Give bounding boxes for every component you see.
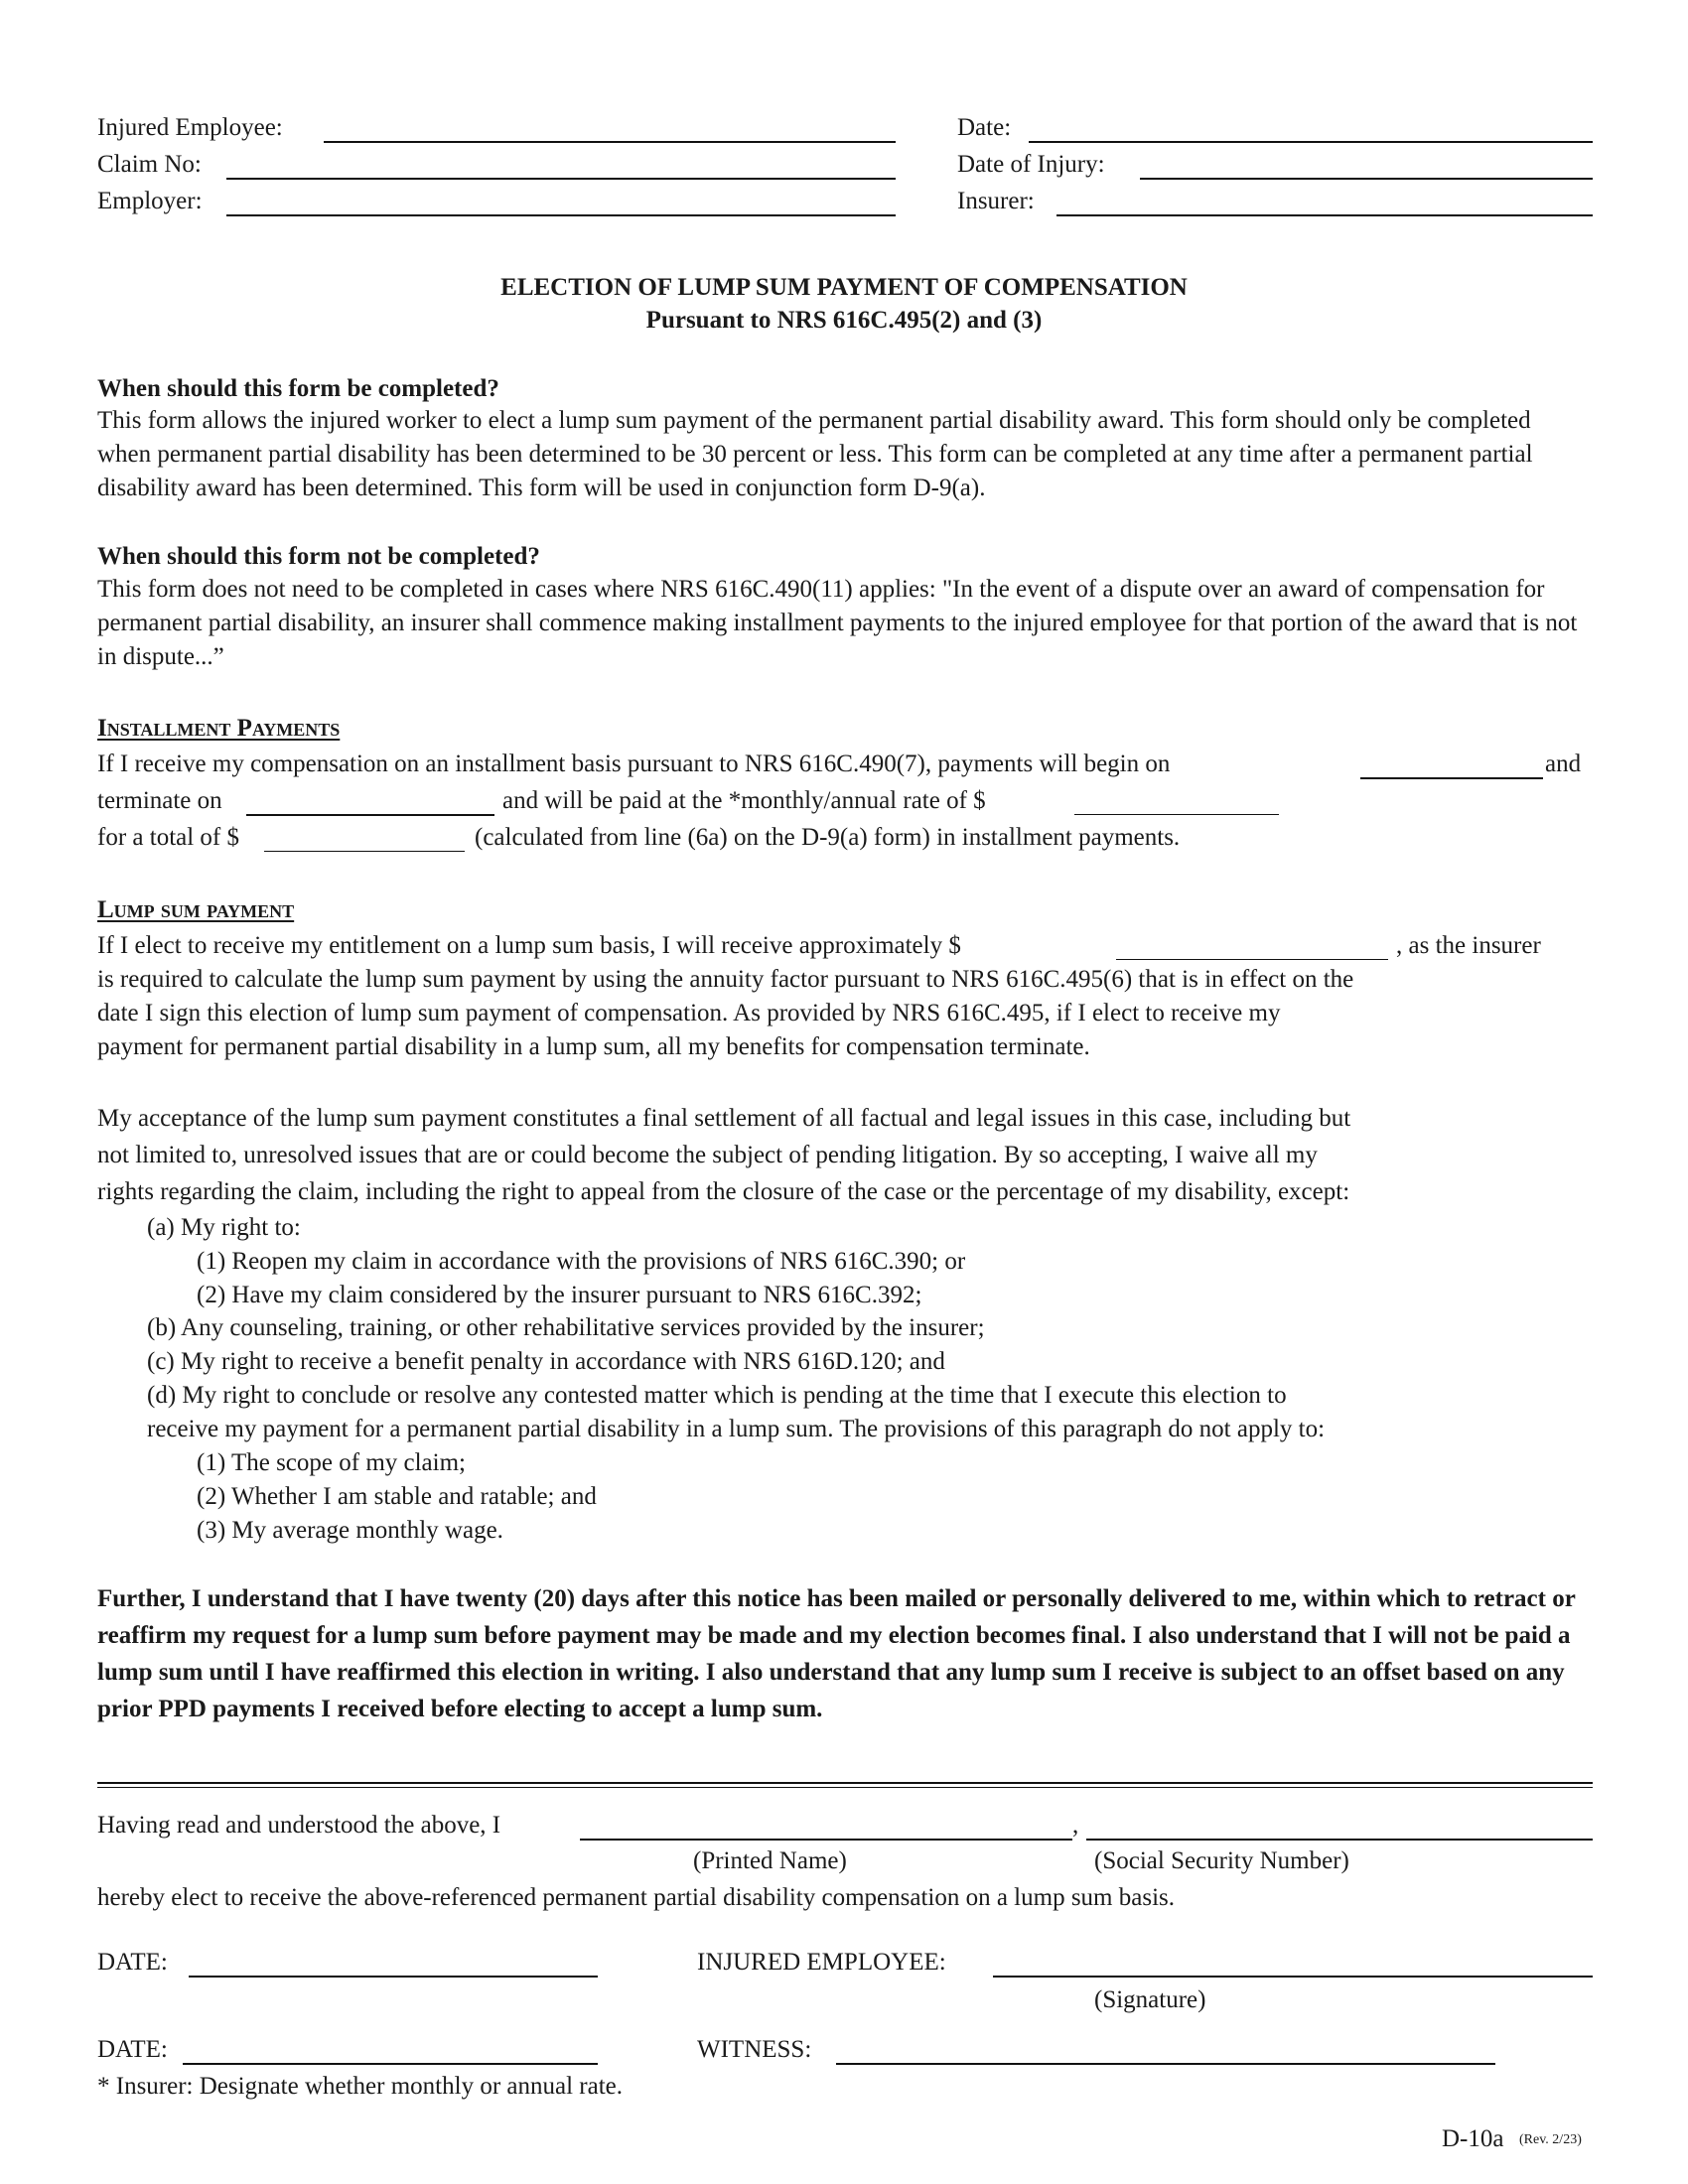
- insurer-field[interactable]: [1056, 214, 1593, 216]
- date-field[interactable]: [1029, 141, 1593, 143]
- date-of-injury-field[interactable]: [1140, 178, 1593, 180]
- claim-no-field[interactable]: [226, 178, 896, 180]
- date-of-injury-label: Date of Injury:: [957, 151, 1105, 178]
- acceptance-line2: not limited to, unresolved issues that are or could become the subject of pending litigation. By so accepting, I waive all my: [97, 1142, 1318, 1168]
- exception-a: (a) My right to:: [147, 1214, 301, 1241]
- lump-sum-heading: Lump sum payment: [97, 896, 295, 923]
- form-id: D-10a: [1442, 2125, 1504, 2152]
- injured-employee-field[interactable]: [324, 141, 896, 143]
- exception-d-2: (2) Whether I am stable and ratable; and: [197, 1483, 597, 1510]
- date1-label: DATE:: [97, 1949, 168, 1976]
- exception-d-3: (3) My average monthly wage.: [197, 1517, 503, 1544]
- employer-field[interactable]: [226, 214, 896, 216]
- date2-field[interactable]: [183, 2063, 598, 2065]
- employer-label: Employer:: [97, 188, 203, 214]
- printed-name-field[interactable]: [580, 1839, 1072, 1841]
- lump-sum-line2: is required to calculate the lump sum payment by using the annuity factor pursuant to NRS 616C.495(6) that is in effect on the: [97, 966, 1354, 993]
- acceptance-line3: rights regarding the claim, including the right to appeal from the closure of the case or the percentage of my disability, except:: [97, 1178, 1350, 1205]
- installment-line1-and: and: [1545, 751, 1582, 777]
- divider-top: [97, 1782, 1593, 1784]
- witness-field[interactable]: [836, 2063, 1495, 2065]
- comma: ,: [1072, 1812, 1079, 1839]
- exception-c: (c) My right to receive a benefit penalty in accordance with NRS 616D.120; and: [147, 1348, 945, 1375]
- terminate-on-field[interactable]: [246, 814, 494, 816]
- insurer-footnote: * Insurer: Designate whether monthly or annual rate.: [97, 2073, 623, 2100]
- lump-sum-line1-end: , as the insurer: [1396, 932, 1541, 959]
- date1-field[interactable]: [189, 1976, 598, 1978]
- injured-employee-sig-label: INJURED EMPLOYEE:: [697, 1949, 946, 1976]
- form-subtitle: Pursuant to NRS 616C.495(2) and (3): [645, 307, 1043, 334]
- divider-bottom: [97, 1787, 1593, 1788]
- acceptance-line1: My acceptance of the lump sum payment constitutes a final settlement of all factual and legal issues in this case, including but: [97, 1105, 1351, 1132]
- lump-sum-line4: payment for permanent partial disability in a lump sum, all my benefits for compensation terminate.: [97, 1033, 1090, 1060]
- lump-sum-line3: date I sign this election of lump sum payment of compensation. As provided by NRS 616C.495, if I elect to receive my: [97, 1000, 1281, 1026]
- installment-line1: If I receive my compensation on an installment basis pursuant to NRS 616C.490(7), payments will begin on: [97, 751, 1171, 777]
- ssn-caption: (Social Security Number): [1094, 1847, 1349, 1874]
- installment-line3-rest: (calculated from line (6a) on the D-9(a) form) in installment payments.: [475, 824, 1181, 851]
- lump-sum-line1: If I elect to receive my entitlement on a lump sum basis, I will receive approximately $: [97, 932, 961, 959]
- when-not-body: This form does not need to be completed in cases where NRS 616C.490(11) applies: "In the event of a dispute over an award of compensation for permanent partial disability, an insurer shall commence making installment payments to the injured employee for that portion of the award that is not in dispute...”: [97, 576, 1578, 670]
- injured-employee-signature-field[interactable]: [993, 1976, 1593, 1978]
- date-label: Date:: [957, 114, 1012, 141]
- injured-employee-label: Injured Employee:: [97, 114, 283, 141]
- when-body: This form allows the injured worker to elect a lump sum payment of the permanent partial disability award. This form should only be completed when permanent partial disability has been determined to be 30 percent or less. This form can be completed at any time after a permanent partial disability award has been determined. This form will be used in conjunction form D-9(a).: [97, 407, 1533, 501]
- lump-sum-amount-field[interactable]: [1116, 959, 1388, 960]
- hereby-elect-text: hereby elect to receive the above-referenced permanent partial disability compensation on a lump sum basis.: [97, 1884, 1175, 1911]
- having-read-text: Having read and understood the above, I: [97, 1812, 501, 1839]
- when-heading: When should this form be completed?: [97, 375, 499, 402]
- installment-line3: for a total of $: [97, 824, 240, 851]
- insurer-label: Insurer:: [957, 188, 1035, 214]
- date2-label: DATE:: [97, 2036, 168, 2063]
- exception-b: (b) Any counseling, training, or other rehabilitative services provided by the insurer;: [147, 1314, 985, 1341]
- printed-name-caption: (Printed Name): [693, 1847, 847, 1874]
- installment-line2: terminate on: [97, 787, 222, 814]
- total-field[interactable]: [264, 851, 465, 852]
- exception-a-1: (1) Reopen my claim in accordance with the provisions of NRS 616C.390; or: [197, 1248, 966, 1275]
- form-title: ELECTION OF LUMP SUM PAYMENT OF COMPENSATION: [500, 274, 1188, 301]
- claim-no-label: Claim No:: [97, 151, 202, 178]
- exception-d-1: (1) The scope of my claim;: [197, 1449, 466, 1476]
- installment-heading: Installment Payments: [97, 715, 341, 742]
- witness-label: WITNESS:: [697, 2036, 812, 2063]
- installment-line2-rate: and will be paid at the *monthly/annual rate of $: [502, 787, 986, 814]
- further-notice: Further, I understand that I have twenty (20) days after this notice has been mailed or personally delivered to me, within which to retract or reaffirm my request for a lump sum before payment may be made and my election becomes final. I also understand that I will not be paid a lump sum until I have reaffirmed this election in writing. I also understand that any lump sum I receive is subject to an offset based on any prior PPD payments I received before electing to accept a lump sum.: [97, 1585, 1576, 1722]
- signature-caption: (Signature): [1094, 1986, 1206, 2013]
- exception-d-cont: receive my payment for a permanent partial disability in a lump sum. The provisions of this paragraph do not apply to:: [147, 1416, 1326, 1442]
- exception-a-2: (2) Have my claim considered by the insurer pursuant to NRS 616C.392;: [197, 1282, 922, 1308]
- when-not-heading: When should this form not be completed?: [97, 543, 540, 570]
- exception-d: (d) My right to conclude or resolve any contested matter which is pending at the time that I execute this election to: [147, 1382, 1287, 1409]
- revision-date: (Rev. 2/23): [1519, 2132, 1582, 2147]
- rate-field[interactable]: [1074, 814, 1279, 815]
- ssn-field[interactable]: [1086, 1839, 1593, 1841]
- payments-begin-field[interactable]: [1360, 777, 1543, 779]
